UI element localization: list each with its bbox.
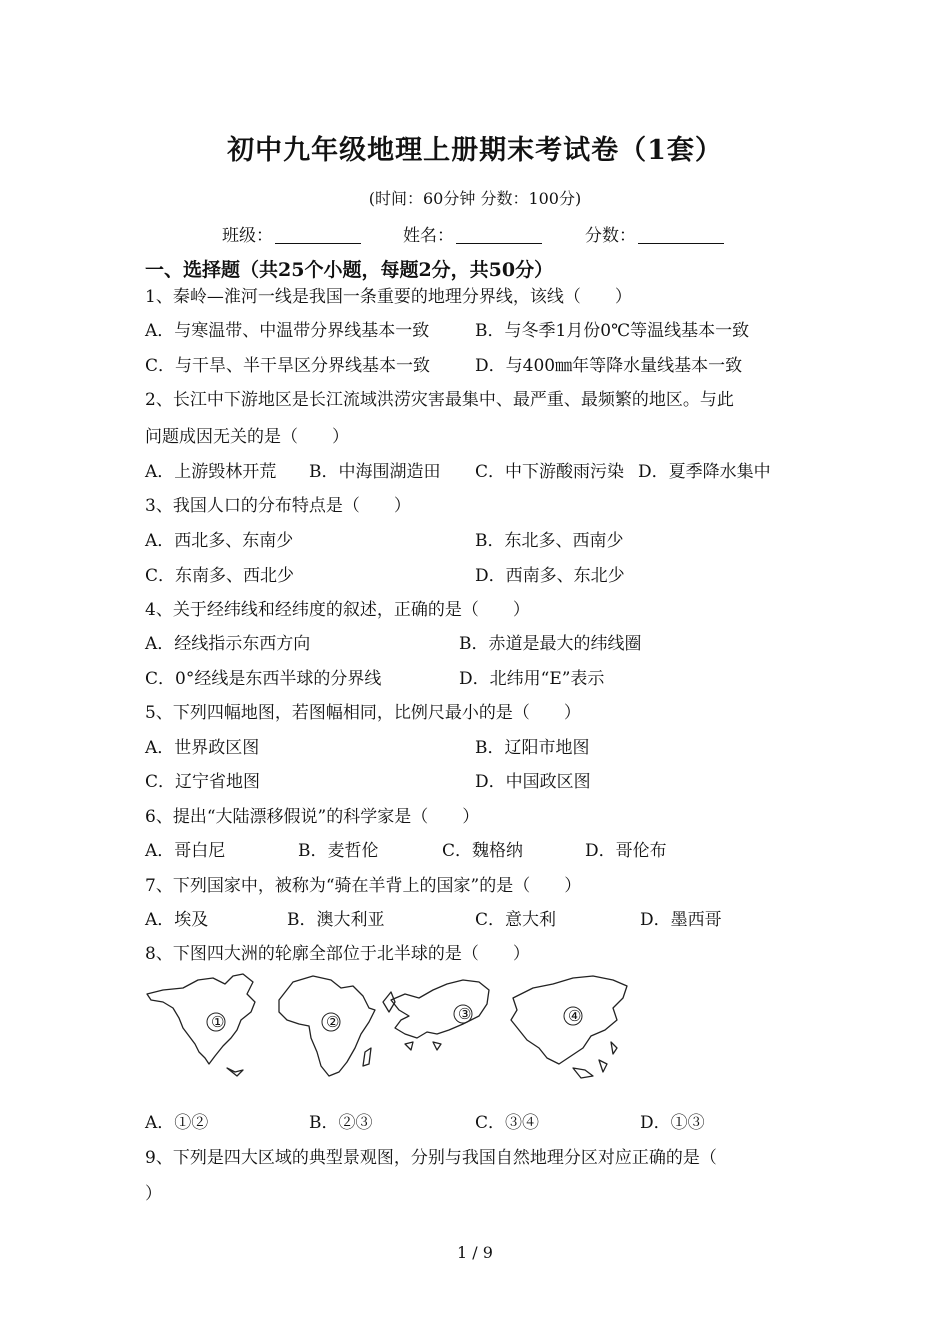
option: A．经线指示东西方向 — [145, 634, 311, 654]
question-stem-continued: ） — [145, 1184, 162, 1204]
option: D．夏季降水集中 — [638, 462, 771, 482]
question-stem: 4、关于经纬线和经纬度的叙述，正确的是（ ） — [145, 600, 530, 620]
option: D．西南多、东北少 — [475, 566, 625, 586]
option: A．埃及 — [145, 910, 209, 930]
exam-subtitle: (时间：60分钟 分数：100分) — [368, 189, 582, 208]
option: B．与冬季1月份0℃等温线基本一致 — [475, 321, 750, 341]
option: D．哥伦布 — [585, 841, 667, 861]
option: C．中下游酸雨污染 — [475, 462, 625, 482]
option: B．辽阳市地图 — [475, 738, 590, 758]
option: B．赤道是最大的纬线圈 — [459, 634, 642, 654]
score-field — [585, 221, 724, 246]
option: A．上游毁林开荒 — [145, 462, 277, 482]
option: D．北纬用“E”表示 — [459, 669, 605, 689]
option: B．麦哲伦 — [298, 841, 379, 861]
north-america-island — [227, 1068, 243, 1076]
name-blank — [456, 227, 542, 244]
option: C．辽宁省地图 — [145, 772, 261, 792]
asia-islands — [573, 1042, 617, 1078]
page-number: 1 / 9 — [457, 1243, 493, 1262]
question-stem-continued: 问题成因无关的是（ ） — [145, 427, 349, 447]
option: C．魏格纳 — [442, 841, 524, 861]
question-stem: 1、秦岭—淮河一线是我国一条重要的地理分界线，该线（ ） — [145, 287, 632, 307]
map-label: ④ — [568, 1007, 582, 1025]
madagascar-outline — [363, 1048, 371, 1066]
class-field — [222, 221, 361, 246]
option: A．世界政区图 — [145, 738, 260, 758]
section-heading: 一、选择题（共25个小题，每题2分，共50分） — [145, 259, 554, 281]
option: B．中海围湖造田 — [309, 462, 441, 482]
option: B．②③ — [309, 1113, 373, 1133]
question-stem: 5、下列四幅地图，若图幅相同，比例尺最小的是（ ） — [145, 703, 581, 723]
option: C．0°经线是东西半球的分界线 — [145, 669, 382, 689]
map-label: ③ — [458, 1005, 472, 1023]
name-label: 姓名： — [403, 226, 454, 246]
question-stem: 9、下列是四大区域的典型景观图，分别与我国自然地理分区对应正确的是（ — [145, 1148, 717, 1168]
option: A．与寒温带、中温带分界线基本一致 — [145, 321, 430, 341]
option: D．①③ — [640, 1113, 705, 1133]
option: A．西北多、东南少 — [145, 531, 294, 551]
class-blank — [275, 227, 361, 244]
question-stem: 6、提出“大陆漂移假说”的科学家是（ ） — [145, 807, 480, 827]
continents-figure — [143, 972, 633, 1084]
map-label: ① — [211, 1013, 225, 1031]
option: D．墨西哥 — [640, 910, 722, 930]
north-america-outline — [147, 974, 255, 1064]
score-label: 分数： — [585, 226, 636, 246]
exam-title: 初中九年级地理上册期末考试卷（1套） — [227, 135, 723, 166]
map-label: ② — [326, 1013, 340, 1031]
option: D．与400㎜年等降水量线基本一致 — [475, 356, 743, 376]
score-blank — [638, 227, 724, 244]
class-label: 班级： — [222, 226, 273, 246]
question-stem: 3、我国人口的分布特点是（ ） — [145, 496, 411, 516]
option: A．哥白尼 — [145, 841, 226, 861]
option: C．③④ — [475, 1113, 540, 1133]
option: C．东南多、西北少 — [145, 566, 295, 586]
option: C．与干旱、半干旱区分界线基本一致 — [145, 356, 431, 376]
question-stem: 7、下列国家中，被称为“骑在羊背上的国家”的是（ ） — [145, 876, 582, 896]
option: A．①② — [145, 1113, 209, 1133]
question-stem: 8、下图四大洲的轮廓全部位于北半球的是（ ） — [145, 944, 530, 964]
question-stem: 2、长江中下游地区是长江流域洪涝灾害最集中、最严重、最频繁的地区。与此 — [145, 390, 734, 410]
option: D．中国政区图 — [475, 772, 591, 792]
europe-outline — [391, 980, 489, 1038]
option: C．意大利 — [475, 910, 557, 930]
europe-islands — [405, 1042, 441, 1050]
option: B．东北多、西南少 — [475, 531, 624, 551]
option: B．澳大利亚 — [287, 910, 385, 930]
name-field — [403, 221, 542, 246]
